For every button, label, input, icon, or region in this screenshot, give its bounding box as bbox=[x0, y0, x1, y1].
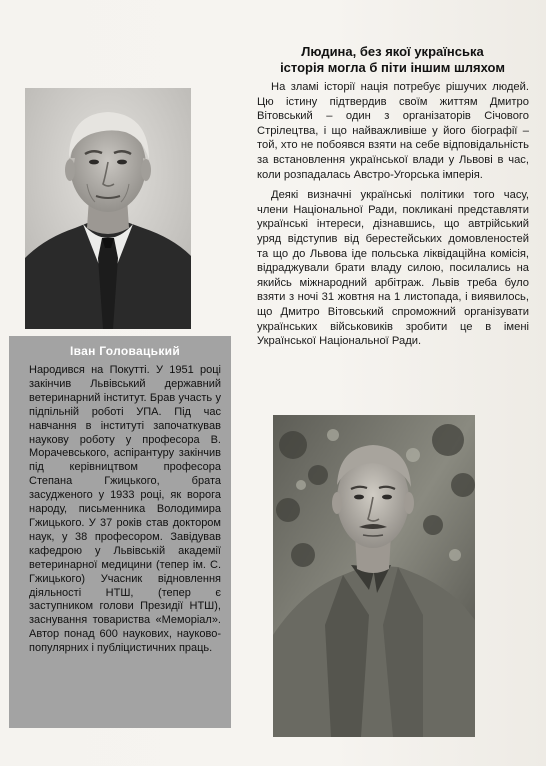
bio-name: Іван Головацький bbox=[69, 344, 181, 358]
article-headline bbox=[255, 44, 530, 76]
portrait-photo-dmytro-vitovskyi bbox=[273, 415, 475, 737]
headline-line-1: Людина, без якої українська bbox=[301, 44, 484, 59]
bio-box bbox=[9, 336, 231, 728]
bio-text: Народився на Покутті. У 1951 році закінчив Львівський державний ветеринарний інститут. Брав участь у підпільній роботі УПА. Під час навчання в інституті започаткував наукову роботу у професора В. Морачевського, аспірантуру закінчив під керівництвом професора Степана Гжицького, брата засудженого у 1933 році, як ворога народу, письменника Володимира Гжицького. У 37 років став доктором наук, у 38 професором. Завідував кафедрою у Львівській академії ветеринарної медицини (тепер ім. С. Гжицького) Учасник відновлення діяльності НТШ, (тепер є заступником голови Президії НТШ), заснування товариства «Меморіал». Автор понад 600 наукових, науково-популярних і публіцистичних праць. bbox=[29, 364, 221, 655]
article-paragraph: На зламі історії нація потребує рішучих людей. Цю істину підтвердив своїм життям Дмитро Вітовський – один з організаторів Січового Стрілецтва, і що найважливіше у його біографії – той, хто не побоявся взяти на себе відповідальність за встановлення української влади у Львові в час, коли розпадалась Австро-Угорська імперія. bbox=[257, 81, 529, 181]
portrait-photo-ivan-holovatskyi bbox=[25, 88, 191, 329]
article-body bbox=[257, 80, 529, 355]
article-paragraph: Деякі визначні українські політики того часу, члени Національної Ради, покликані представляти українські інтереси, дізнавшись, що автрійський уряд відступив від берестейських домовленостей та що до Львова іде польська ліквідаційна комісія, відраджували брати владу силою, посилались на якийсь міжнародний арбітраж. Львів треба було взяти з ночі 31 жовтня на 1 листопада, і виявилось, що Дмитро Вітовський спроможний організувати українських військовиків зробити це в імені Української Національної Ради. bbox=[257, 189, 529, 348]
headline-line-2: історія могла б піти іншим шляхом bbox=[280, 60, 505, 75]
